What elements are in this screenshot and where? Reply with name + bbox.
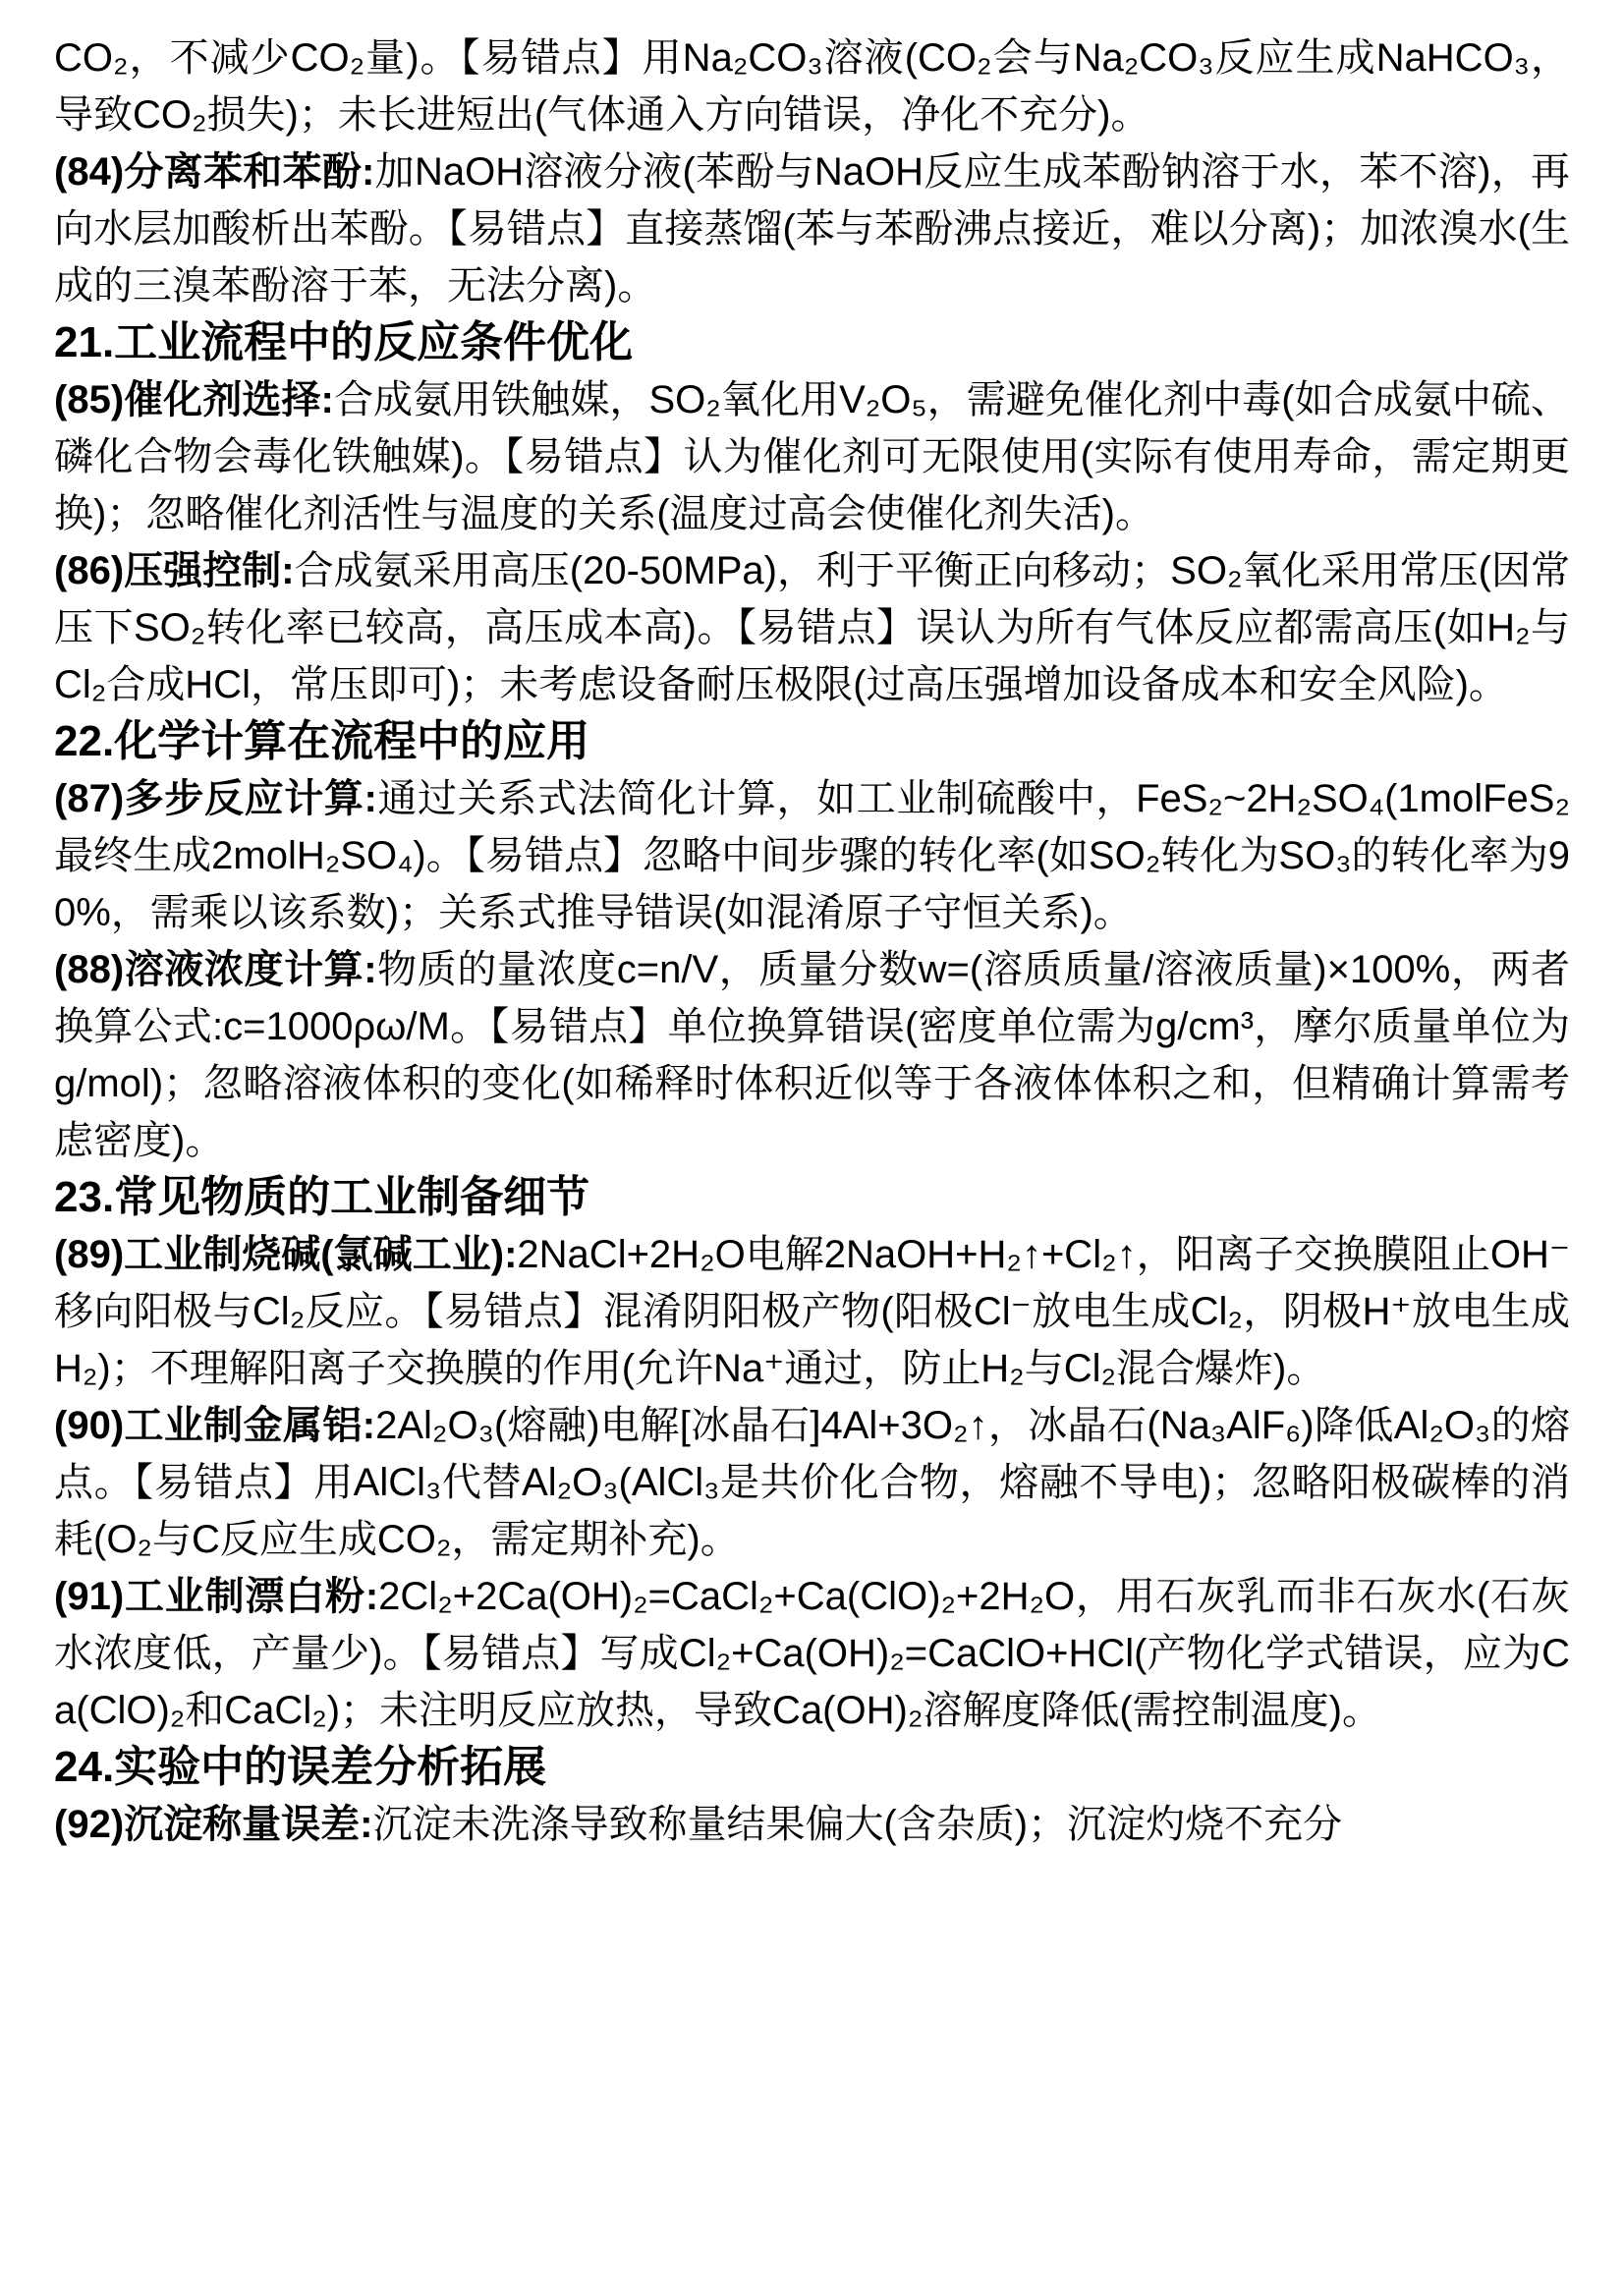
paragraph-89 xyxy=(54,1226,1570,1397)
section-heading-22: 22.化学计算在流程中的应用 xyxy=(54,717,590,765)
item-label-87: (87)多步反应计算: xyxy=(54,777,377,820)
paragraph-91 xyxy=(54,1568,1570,1739)
item-text-84: 加NaOH溶液分液(苯酚与NaOH反应生成苯酚钠溶于水，苯不溶)，再向水层加酸析出苯酚。【易错点】直接蒸馏(苯与苯酚沸点接近，难以分离)；加浓溴水(生成的三溴苯酚溶于苯，无法分离)。 xyxy=(54,150,1571,308)
item-text-86: 合成氨采用高压(20-50MPa)，利于平衡正向移动；SO₂氧化采用常压(因常压下SO₂转化率已较高，高压成本高)。【易错点】误认为所有气体反应都需高压(如H₂与Cl₂合成HCl，常压即可)；未考虑设备耐压极限(过高压强增加设备成本和安全风险)。 xyxy=(54,549,1571,706)
paragraph-86 xyxy=(54,542,1570,713)
item-text-88: 物质的量浓度c=n/V，质量分数w=(溶质质量/溶液质量)×100%，两者换算公式:c=1000ρω/M。【易错点】单位换算错误(密度单位需为g/cm³，摩尔质量单位为g/mol)；忽略溶液体积的变化(如稀释时体积近似等于各液体体积之和，但精确计算需考虑密度)。 xyxy=(54,948,1571,1162)
item-label-88: (88)溶液浓度计算: xyxy=(54,948,377,991)
item-label-92: (92)沉淀称量误差: xyxy=(54,1803,373,1846)
paragraph-90 xyxy=(54,1397,1570,1568)
item-label-85: (85)催化剂选择: xyxy=(54,378,334,421)
item-text-87: 通过关系式法简化计算，如工业制硫酸中，FeS₂~2H₂SO₄(1molFeS₂最终生成2molH₂SO₄)。【易错点】忽略中间步骤的转化率(如SO₂转化为SO₃的转化率为90%，需乘以该系数)；关系式推导错误(如混淆原子守恒关系)。 xyxy=(54,777,1571,934)
item-text-89: 2NaCl+2H₂O电解2NaOH+H₂↑+Cl₂↑，阳离子交换膜阻止OH⁻移向阳极与Cl₂反应。【易错点】混淆阴阳极产物(阳极Cl⁻放电生成Cl₂，阴极H⁺放电生成H₂)；不理解阳离子交换膜的作用(允许Na⁺通过，防止H₂与Cl₂混合爆炸)。 xyxy=(54,1233,1571,1390)
paragraph-continuation-83 xyxy=(54,29,1570,143)
paragraph-92 xyxy=(54,1796,1570,1853)
item-text: CO₂，不减少CO₂量)。【易错点】用Na₂CO₃溶液(CO₂会与Na₂CO₃反应生成NaHCO₃，导致CO₂损失)；未长进短出(气体通入方向错误，净化不充分)。 xyxy=(54,36,1570,137)
section-heading-24: 24.实验中的误差分析拓展 xyxy=(54,1743,547,1791)
item-text-85: 合成氨用铁触媒，SO₂氧化用V₂O₅，需避免催化剂中毒(如合成氨中硫、磷化合物会毒化铁触媒)。【易错点】认为催化剂可无限使用(实际有使用寿命，需定期更换)；忽略催化剂活性与温度的关系(温度过高会使催化剂失活)。 xyxy=(54,378,1571,535)
item-text-90: 2Al₂O₃(熔融)电解[冰晶石]4Al+3O₂↑，冰晶石(Na₃AlF₆)降低Al₂O₃的熔点。【易错点】用AlCl₃代替Al₂O₃(AlCl₃是共价化合物，熔融不导电)；忽略阳极碳棒的消耗(O₂与C反应生成CO₂，需定期补充)。 xyxy=(54,1404,1571,1561)
paragraph-84 xyxy=(54,143,1570,314)
item-label-90: (90)工业制金属铝: xyxy=(54,1404,376,1447)
paragraph-85 xyxy=(54,371,1570,542)
paragraph-87 xyxy=(54,770,1570,941)
item-label-89: (89)工业制烧碱(氯碱工业): xyxy=(54,1233,518,1276)
section-heading-23: 23.常见物质的工业制备细节 xyxy=(54,1173,590,1221)
item-text-92: 沉淀未洗涤导致称量结果偏大(含杂质)；沉淀灼烧不充分 xyxy=(372,1803,1343,1846)
paragraph-88 xyxy=(54,941,1570,1169)
section-heading-21: 21.工业流程中的反应条件优化 xyxy=(54,318,634,366)
item-label-84: (84)分离苯和苯酚: xyxy=(54,150,375,194)
item-text-91: 2Cl₂+2Ca(OH)₂=CaCl₂+Ca(ClO)₂+2H₂O，用石灰乳而非石灰水(石灰水浓度低，产量少)。【易错点】写成Cl₂+Ca(OH)₂=CaClO+HCl(产物化学式错误，应为Ca(ClO)₂和CaCl₂)；未注明反应放热，导致Ca(OH)₂溶解度降低(需控制温度)。 xyxy=(54,1575,1571,1732)
item-label-86: (86)压强控制: xyxy=(54,549,295,592)
item-label-91: (91)工业制漂白粉: xyxy=(54,1575,379,1618)
